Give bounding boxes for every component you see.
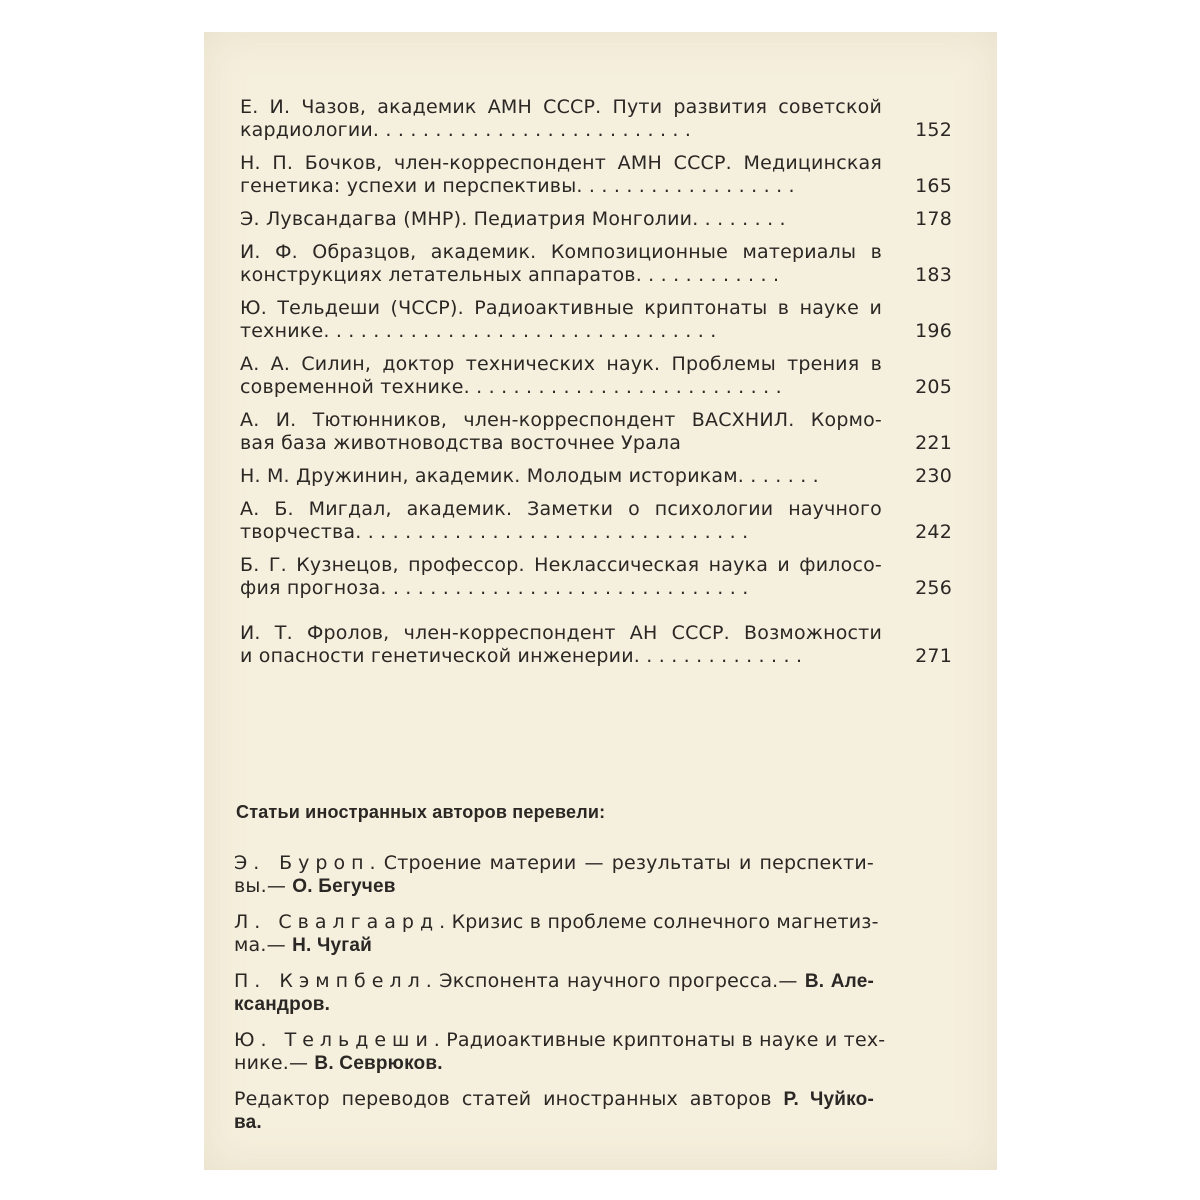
toc-entry: [240, 297, 952, 343]
translation-entry: [234, 852, 874, 898]
translator-name: О. Бегучев: [292, 876, 396, 897]
translation-title: . Радиоактивные криптонаты в науке и тех-: [433, 1029, 886, 1051]
toc-page-number: 242: [915, 521, 952, 543]
toc-entry-line: А. Б. Мигдал, академик. Заметки о психологии научного: [240, 498, 882, 520]
editor-credit: [234, 1088, 874, 1134]
translation-author: Э. Буроп: [234, 852, 370, 874]
translation-line: [234, 993, 874, 1016]
translation-line: [234, 1052, 874, 1075]
toc-entry-line: Н. М. Дружинин, академик. Молодым историкам. . . . . . .: [240, 465, 819, 487]
translation-line: [234, 970, 874, 993]
translation-author: П. Кэмпбелл: [234, 970, 426, 992]
editor-name-end: ва.: [234, 1112, 262, 1133]
toc-entry-line: конструкциях летательных аппаратов. . . . . . . . . . . .: [240, 264, 780, 286]
translation-line: [234, 911, 879, 934]
editor-name: Р. Чуйко-: [783, 1089, 874, 1110]
translation-line: [234, 934, 874, 957]
translator-name: В. Але-: [804, 971, 874, 992]
translation-entry: [234, 911, 879, 957]
toc-entry: [240, 241, 952, 287]
translation-line: [234, 1029, 886, 1052]
toc-page-number: 178: [915, 208, 952, 230]
toc-page-number: 221: [915, 432, 952, 454]
toc-entry: [240, 622, 952, 668]
translation-line: [234, 875, 874, 898]
translation-title: . Кризис в проблеме солнечного магнетиз-: [439, 911, 879, 933]
toc-page-number: 256: [915, 577, 952, 599]
editor-label: Редактор переводов статей иностранных авторов: [234, 1088, 784, 1110]
toc-entry: [240, 208, 952, 231]
toc-entry: [240, 498, 952, 544]
editor-line: [234, 1088, 874, 1111]
toc-page-number: 196: [915, 320, 952, 342]
toc-entry-line: кардиологии. . . . . . . . . . . . . . . . . . . . . . . . . .: [240, 119, 692, 141]
toc-entry: [240, 96, 952, 142]
document-page: [204, 32, 997, 1170]
toc-entry-line: И. Т. Фролов, член-корреспондент АН СССР. Возможности: [240, 622, 882, 644]
toc-entry: [240, 152, 952, 198]
toc-entry-line: Н. П. Бочков, член-корреспондент АМН СССР. Медицинская: [240, 152, 882, 174]
translation-title-end: нике.—: [234, 1052, 315, 1074]
toc-entry-line: технике. . . . . . . . . . . . . . . . . . . . . . . . . . . . . . . .: [240, 320, 717, 342]
translations-heading: Статьи иностранных авторов перевели:: [236, 802, 606, 822]
toc-entry: [240, 353, 952, 399]
translation-title: . Строение материи — результаты и перспекти-: [369, 852, 874, 874]
translation-author: Ю. Тельдеши: [234, 1029, 434, 1051]
toc-entry-line: А. А. Силин, доктор технических наук. Проблемы трения в: [240, 353, 882, 375]
toc-entry-line: современной технике. . . . . . . . . . . . . . . . . . . . . . . . . .: [240, 376, 782, 398]
toc-entry-line: Э. Лувсандагва (МНР). Педиатрия Монголии. . . . . . . .: [240, 208, 786, 230]
toc-entry-line: Ю. Тельдеши (ЧССР). Радиоактивные криптонаты в науке и: [240, 297, 882, 319]
translation-title-end: ма.—: [234, 934, 293, 956]
translator-name: Н. Чугай: [292, 935, 373, 956]
toc-entry-line: творчества. . . . . . . . . . . . . . . . . . . . . . . . . . . . . . . .: [240, 521, 749, 543]
toc-page-number: 183: [915, 264, 952, 286]
toc-page-number: 205: [915, 376, 952, 398]
editor-line: [234, 1111, 874, 1134]
toc-page-number: 152: [915, 119, 952, 141]
toc-entry-line: фия прогноза. . . . . . . . . . . . . . . . . . . . . . . . . . . . . .: [240, 577, 749, 599]
toc-entry: [240, 409, 952, 455]
translation-author: Л. Свалгаард: [234, 911, 440, 933]
translation-entry: [234, 1029, 886, 1075]
translation-title-end: вы.—: [234, 875, 293, 897]
translator-name-end: ксандров.: [234, 994, 331, 1015]
toc-entry: [240, 465, 952, 488]
toc-entry-line: и опасности генетической инженерии. . . . . . . . . . . . . .: [240, 645, 803, 667]
translator-name: В. Севрюков.: [314, 1053, 443, 1074]
translation-title: . Экспонента научного прогресса.—: [425, 970, 805, 992]
translation-line: [234, 852, 874, 875]
toc-entry: [240, 554, 952, 600]
translations-list: [234, 852, 886, 1147]
toc-entry-line: Е. И. Чазов, академик АМН СССР. Пути развития советской: [240, 96, 882, 118]
toc-page-number: 271: [915, 645, 952, 667]
toc-entry-line: А. И. Тютюнников, член-корреспондент ВАСХНИЛ. Кормо-: [240, 409, 882, 431]
table-of-contents: [240, 96, 952, 678]
toc-entry-line: генетика: успехи и перспективы. . . . . . . . . . . . . . . . . .: [240, 175, 795, 197]
toc-page-number: 165: [915, 175, 952, 197]
translation-entry: [234, 970, 874, 1016]
toc-entry-line: И. Ф. Образцов, академик. Композиционные материалы в: [240, 241, 882, 263]
toc-entry-line: вая база животноводства восточнее Урала: [240, 432, 682, 454]
toc-entry-line: Б. Г. Кузнецов, профессор. Неклассическая наука и филосо-: [240, 554, 882, 576]
toc-page-number: 230: [915, 465, 952, 487]
